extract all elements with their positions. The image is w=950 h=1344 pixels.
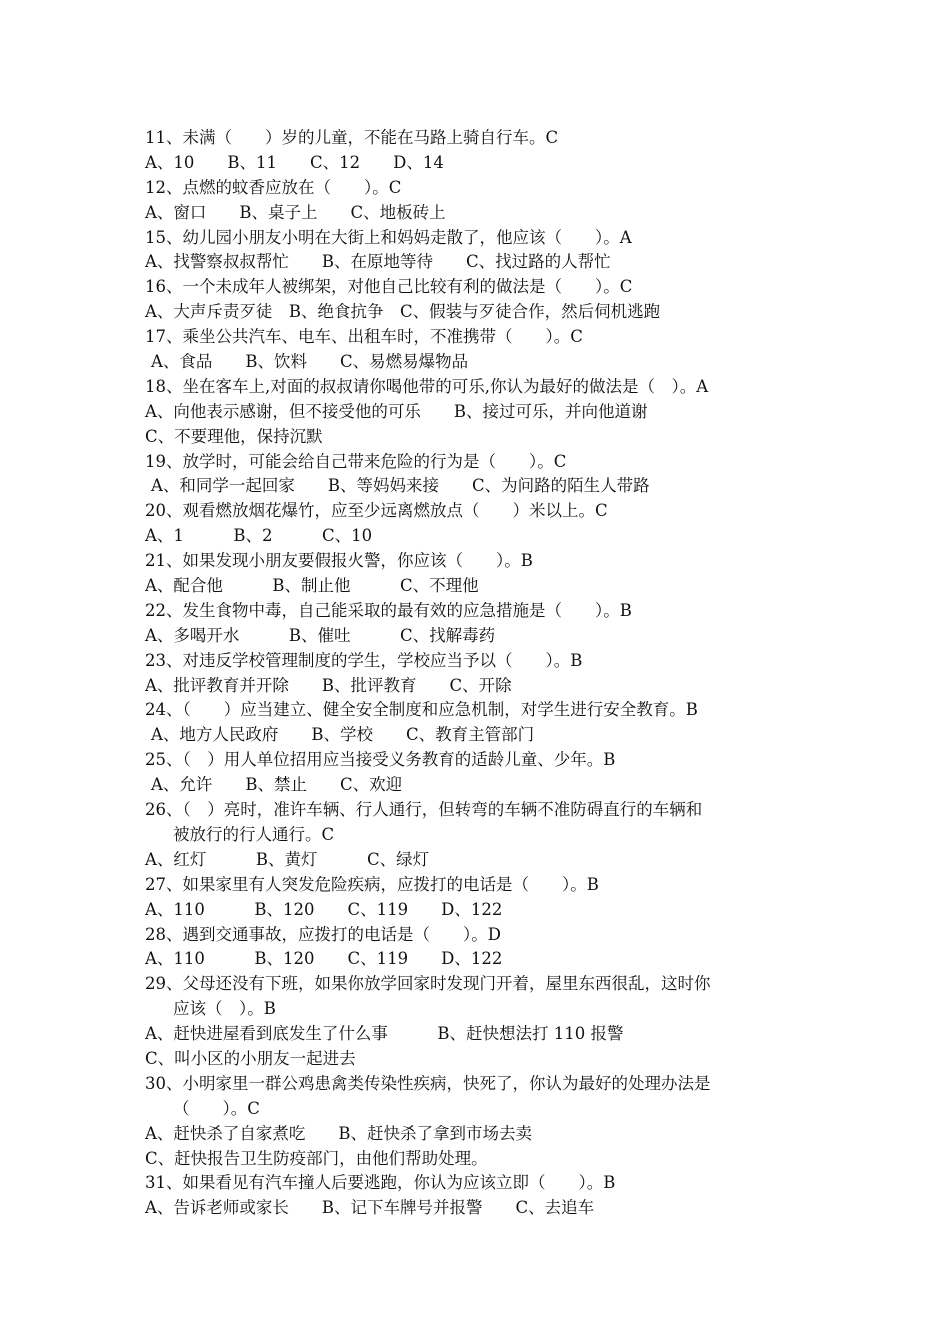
answer-options: C、叫小区的小朋友一起进去 [145,1048,356,1068]
answer-options: A、110 B、120 C、119 D、122 [145,949,503,969]
answer-options: C、不要理他，保持沉默 [145,426,323,446]
question-text: 30、小明家里一群公鸡患禽类传染性疾病，快死了，你认为最好的处理办法是 [145,1073,711,1093]
question-text: 12、点燃的蚊香应放在（ ）。C [145,177,402,197]
question-text: 18、坐在客车上,对面的叔叔请你喝他带的可乐,你认为最好的做法是（ ）。A [145,376,709,396]
answer-options: A、10 B、11 C、12 D、14 [145,152,444,172]
question-text: 23、对违反学校管理制度的学生，学校应当予以（ ）。B [145,650,583,670]
answer-options: A、和同学一起回家 B、等妈妈来接 C、为问路的陌生人带路 [151,476,650,496]
answer-options: A、食品 B、饮料 C、易燃易爆物品 [151,352,469,372]
answer-options: A、找警察叔叔帮忙 B、在原地等待 C、找过路的人帮忙 [145,252,611,272]
question-text: 21、如果发现小朋友要假报火警，你应该（ ）。B [145,551,533,571]
answer-options: A、赶快进屋看到底发生了什么事 B、赶快想法打 110 报警 [145,1024,624,1044]
answer-options: A、告诉老师或家长 B、记下车牌号并报警 C、去追车 [145,1198,595,1218]
question-text: 16、一个未成年人被绑架，对他自己比较有利的做法是（ ）。C [145,277,633,297]
answer-options: A、允许 B、禁止 C、欢迎 [151,775,403,795]
answer-options: A、向他表示感谢，但不接受他的可乐 B、接过可乐，并向他道谢 [145,401,648,421]
question-text: 11、未满（ ）岁的儿童，不能在马路上骑自行车。C [145,128,559,147]
answer-options: A、地方人民政府 B、学校 C、教育主管部门 [151,725,535,745]
question-continuation: 被放行的行人通行。C [173,824,335,844]
question-text: 24、（ ）应当建立、健全安全制度和应急机制，对学生进行安全教育。B [145,700,698,720]
question-text: 31、如果看见有汽车撞人后要逃跑，你认为应该立即（ ）。B [145,1173,616,1193]
question-text: 22、发生食物中毒，自己能采取的最有效的应急措施是（ ）。B [145,600,632,620]
question-text: 19、放学时，可能会给自己带来危险的行为是（ ）。C [145,451,567,471]
question-text: 15、幼儿园小朋友小明在大街上和妈妈走散了，他应该（ ）。A [145,227,632,247]
question-text: 17、乘坐公共汽车、电车、出租车时，不准携带（ ）。C [145,327,583,347]
answer-options: A、1 B、2 C、10 [145,526,373,546]
question-continuation: 应该（ ）。B [173,999,276,1019]
answer-options: C、赶快报告卫生防疫部门，由他们帮助处理。 [145,1148,488,1168]
answer-options: A、配合他 B、制止他 C、不理他 [145,576,479,596]
answer-options: A、窗口 B、桌子上 C、地板砖上 [145,202,446,222]
answer-options: A、大声斥责歹徒 B、绝食抗争 C、假装与歹徒合作，然后伺机逃跑 [145,302,661,322]
question-continuation: （ ）。C [173,1098,260,1118]
question-text: 27、如果家里有人突发危险疾病，应拨打的电话是（ ）。B [145,874,599,894]
answer-options: A、赶快杀了自家煮吃 B、赶快杀了拿到市场去卖 [145,1123,533,1143]
question-text: 25、（ ）用人单位招用应当接受义务教育的适龄儿童、少年。B [145,750,616,770]
answer-options: A、红灯 B、黄灯 C、绿灯 [145,849,430,869]
question-text: 28、遇到交通事故，应拨打的电话是（ ）。D [145,924,501,944]
question-text: 29、父母还没有下班，如果你放学回家时发现门开着，屋里东西很乱，这时你 [145,974,711,994]
answer-options: A、110 B、120 C、119 D、122 [145,899,503,919]
question-list [145,126,825,1221]
answer-options: A、批评教育并开除 B、批评教育 C、开除 [145,675,512,695]
question-text: 26、（ ）亮时，准许车辆、行人通行，但转弯的车辆不准防碍直行的车辆和 [145,800,703,820]
answer-options: A、多喝开水 B、催吐 C、找解毒药 [145,625,496,645]
question-text: 20、观看燃放烟花爆竹，应至少远离燃放点（ ）米以上。C [145,501,608,521]
